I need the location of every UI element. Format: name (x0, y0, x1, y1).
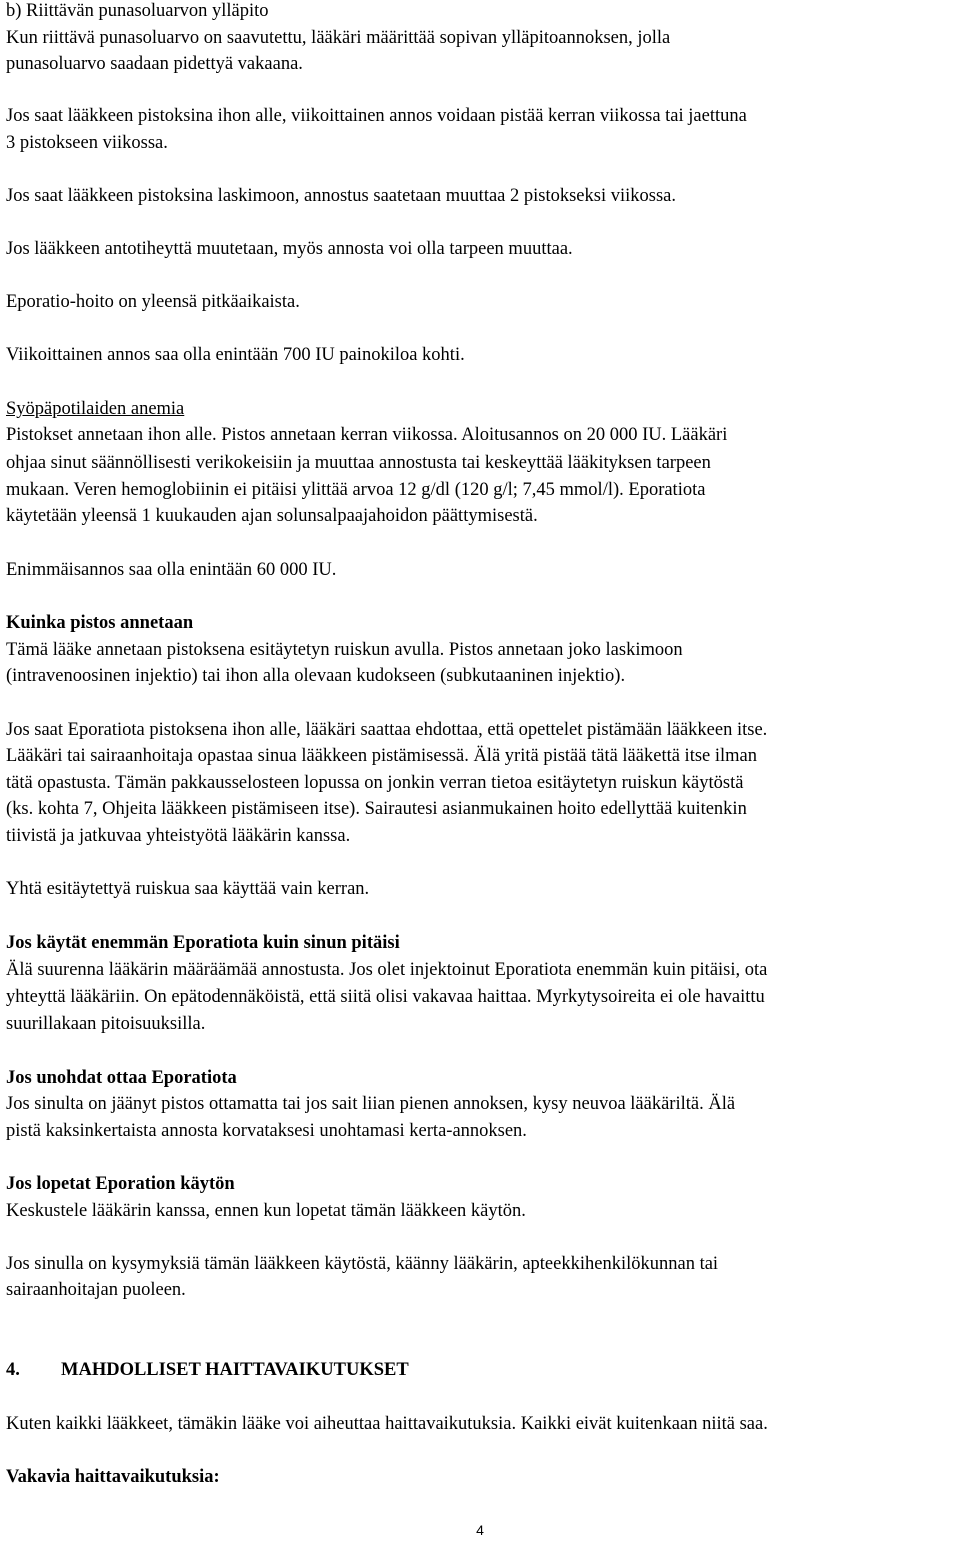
section-number: 4. (6, 1360, 20, 1380)
text-line: Viikoittainen annos saa olla enintään 700 IU painokiloa kohti. (6, 345, 465, 365)
text-line: Jos saat lääkkeen pistoksina ihon alle, viikoittainen annos voidaan pistää kerran viikossa tai jaettuna (6, 106, 747, 126)
text-line: Kuten kaikki lääkkeet, tämäkin lääke voi aiheuttaa haittavaikutuksia. Kaikki eivät kuitenkaan niitä saa. (6, 1414, 768, 1434)
text-line: Keskustele lääkärin kanssa, ennen kun lopetat tämän lääkkeen käytön. (6, 1201, 526, 1221)
text-line: mukaan. Veren hemoglobiinin ei pitäisi ylittää arvoa 12 g/dl (120 g/l; 7,45 mmol/l). Eporatiota (6, 480, 706, 500)
cancer-anemia-heading: Syöpäpotilaiden anemia (6, 399, 185, 419)
text-line: käytetään yleensä 1 kuukauden ajan solunsalpaajahoidon päättymisestä. (6, 506, 538, 526)
section-b-heading: b) Riittävän punasoluarvon ylläpito (6, 1, 269, 21)
serious-heading: Vakavia haittavaikutuksia: (6, 1467, 220, 1487)
text-line: suurillakaan pitoisuuksilla. (6, 1014, 206, 1034)
text-line: 3 pistokseen viikossa. (6, 133, 168, 153)
text-line: ohjaa sinut säännöllisesti verikokeisiin ja muuttaa annostusta tai keskeyttää lääkityksen tarpeen (6, 453, 711, 473)
text-line: Yhtä esitäytettyä ruiskua saa käyttää vain kerran. (6, 879, 370, 899)
section-title: MAHDOLLISET HAITTAVAIKUTUKSET (61, 1360, 409, 1380)
text-line: pistä kaksinkertaista annosta korvataksesi unohtamasi kerta-annoksen. (6, 1121, 527, 1141)
text-line: tiivistä ja jatkuvaa yhteistyötä lääkärin kanssa. (6, 826, 351, 846)
text-line: Lääkäri tai sairaanhoitaja opastaa sinua lääkkeen pistämisessä. Älä yritä pistää tätä lääkettä itse ilman (6, 746, 758, 766)
text-line: Älä suurenna lääkärin määräämää annostusta. Jos olet injektoinut Eporatiota enemmän kuin pitäisi, ota (6, 960, 768, 980)
page-number: 4 (476, 1522, 484, 1538)
text-line: Pistokset annetaan ihon alle. Pistos annetaan kerran viikossa. Aloitusannos on 20 000 IU. Lääkäri (6, 425, 728, 445)
stop-heading: Jos lopetat Eporation käytön (6, 1174, 235, 1194)
overdose-heading: Jos käytät enemmän Eporatiota kuin sinun pitäisi (6, 933, 400, 953)
text-line: (intravenoosinen injektio) tai ihon alla olevaan kudokseen (subkutaaninen injektio). (6, 666, 626, 686)
text-line: Jos saat Eporatiota pistoksena ihon alle, lääkäri saattaa ehdottaa, että opettelet pistämään lääkkeen itse. (6, 720, 768, 740)
howto-heading: Kuinka pistos annetaan (6, 613, 194, 633)
text-line: (ks. kohta 7, Ohjeita lääkkeen pistämiseen itse). Sairautesi asianmukainen hoito edellyttää kuitenkin (6, 799, 747, 819)
text-line: yhteyttä lääkäriin. On epätodennäköistä, että siitä olisi vakavaa haittaa. Myrkytysoireita ei ole havaittu (6, 987, 765, 1007)
text-line: Tämä lääke annetaan pistoksena esitäytetyn ruiskun avulla. Pistos annetaan joko laskimoon (6, 640, 683, 660)
text-line: Kun riittävä punasoluarvo on saavutettu, lääkäri määrittää sopivan ylläpitoannoksen, jolla (6, 28, 671, 48)
text-line: Jos lääkkeen antotiheyttä muutetaan, myös annosta voi olla tarpeen muuttaa. (6, 239, 573, 259)
text-line: sairaanhoitajan puoleen. (6, 1280, 186, 1300)
text-line: punasoluarvo saadaan pidettyä vakaana. (6, 54, 303, 74)
text-line: Enimmäisannos saa olla enintään 60 000 IU. (6, 560, 337, 580)
text-line: tätä opastusta. Tämän pakkausselosteen lopussa on jonkin verran tietoa esitäytetyn ruiskun käytöstä (6, 773, 744, 793)
text-line: Jos saat lääkkeen pistoksina laskimoon, annostus saatetaan muuttaa 2 pistokseksi viikossa. (6, 186, 677, 206)
text-line: Eporatio-hoito on yleensä pitkäaikaista. (6, 292, 300, 312)
text-line: Jos sinulta on jäänyt pistos ottamatta tai jos sait liian pienen annoksen, kysy neuvoa lääkäriltä. Älä (6, 1094, 736, 1114)
text-line: Jos sinulla on kysymyksiä tämän lääkkeen käytöstä, käänny lääkärin, apteekkihenkilökunnan tai (6, 1254, 719, 1274)
missed-heading: Jos unohdat ottaa Eporatiota (6, 1068, 237, 1088)
